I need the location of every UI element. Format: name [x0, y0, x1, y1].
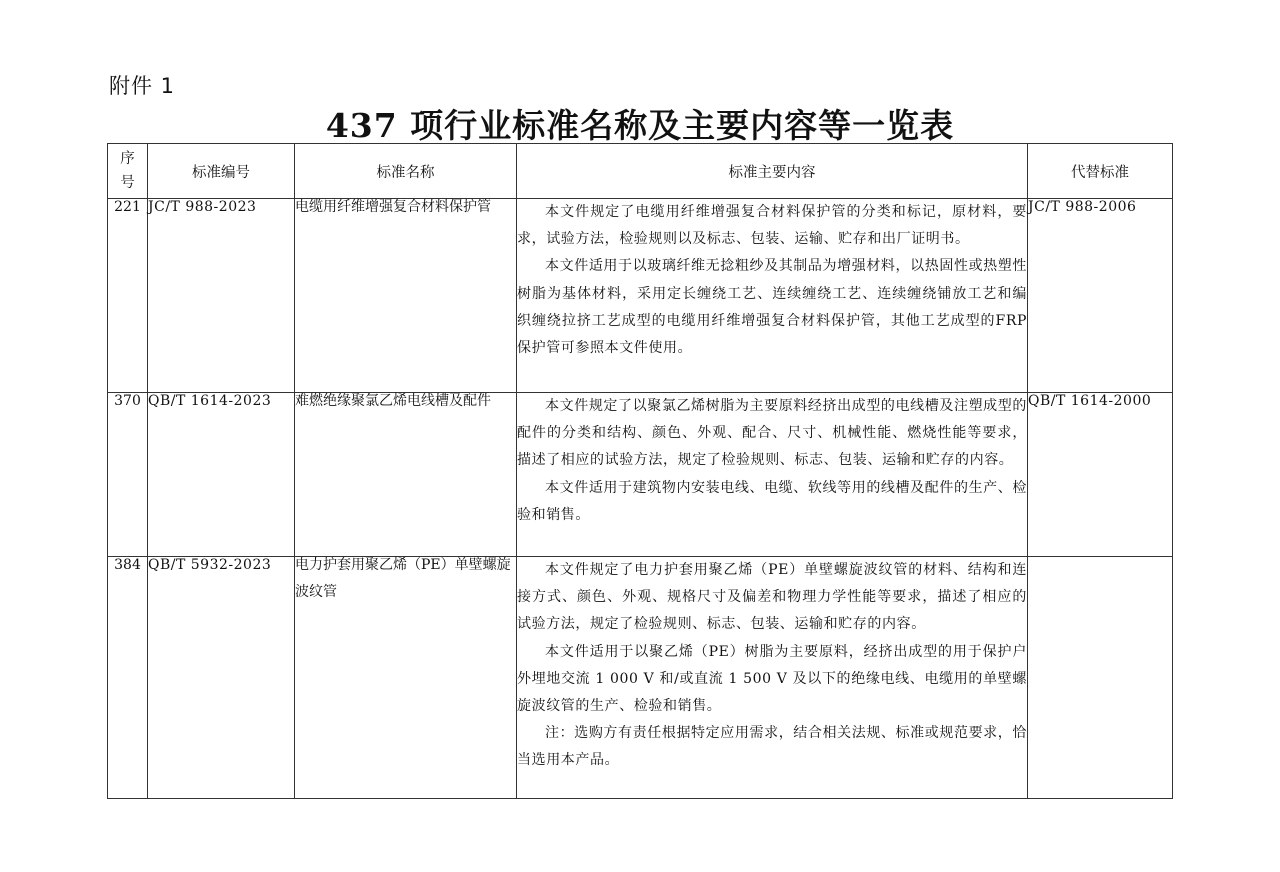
row-content [517, 199, 1028, 393]
row-name [295, 557, 517, 799]
row-replaces: QB/T 1614-2000 [1028, 393, 1173, 557]
row-seq: 221 [108, 199, 148, 393]
header-seq-line1: 序 [120, 151, 135, 167]
standards-table [107, 143, 1173, 799]
content-paragraph: 本文件适用于以玻璃纤维无捻粗纱及其制品为增强材料，以热固性或热塑性树脂为基体材料，采用定长缠绕工艺、连续缠绕工艺、连续缠绕铺放工艺和编织缠绕拉挤工艺成型的电缆用纤维增强复合材料保护管，其他工艺成型的FRP保护管可参照本文件使用。 [517, 258, 1027, 357]
row-seq: 370 [108, 393, 148, 557]
row-name-text: 电缆用纤维增强复合材料保护管 [295, 199, 491, 215]
row-replaces [1028, 557, 1173, 799]
row-code: JC/T 988-2023 [148, 199, 295, 393]
content-paragraph: 注：选购方有责任根据特定应用需求，结合相关法规、标准或规范要求，恰当选用本产品。 [517, 725, 1027, 769]
content-paragraph: 本文件适用于以聚乙烯（PE）树脂为主要原料，经挤出成型的用于保护户外埋地交流 1 000 V 和/或直流 1 500 V 及以下的绝缘电线、电缆用的单壁螺旋波纹管的生产、检验和销售。 [517, 643, 1027, 715]
content-paragraph: 本文件规定了以聚氯乙烯树脂为主要原料经挤出成型的电线槽及注塑成型的配件的分类和结构、颜色、外观、配合、尺寸、机械性能、燃烧性能等要求，描述了相应的试验方法，规定了检验规则、标志、包装、运输和贮存的内容。 [517, 398, 1027, 469]
table-row [108, 393, 1173, 557]
content-paragraph: 本文件适用于建筑物内安装电线、电缆、软线等用的线槽及配件的生产、检验和销售。 [517, 479, 1027, 523]
content-paragraph: 本文件规定了电缆用纤维增强复合材料保护管的分类和标记，原材料，要求，试验方法，检验规则以及标志、包装、运输、贮存和出厂证明书。 [517, 204, 1027, 248]
table-row [108, 199, 1173, 393]
row-name [295, 199, 517, 393]
row-replaces: JC/T 988-2006 [1028, 199, 1173, 393]
row-seq: 384 [108, 557, 148, 799]
content-paragraph: 本文件规定了电力护套用聚乙烯（PE）单壁螺旋波纹管的材料、结构和连接方式、颜色、外观、规格尺寸及偏差和物理力学性能等要求，描述了相应的试验方法，规定了检验规则、标志、包装、运输和贮存的内容。 [517, 562, 1027, 633]
table-row [108, 557, 1173, 799]
row-content [517, 557, 1028, 799]
row-code: QB/T 1614-2023 [148, 393, 295, 557]
row-name-text: 电力护套用聚乙烯（PE）单壁螺旋波纹管 [295, 557, 511, 600]
header-code: 标准编号 [148, 144, 295, 199]
header-name: 标准名称 [295, 144, 517, 199]
row-name-text: 难燃绝缘聚氯乙烯电线槽及配件 [295, 393, 491, 409]
row-code: QB/T 5932-2023 [148, 557, 295, 799]
header-content: 标准主要内容 [517, 144, 1028, 199]
row-content [517, 393, 1028, 557]
table-header-row [108, 144, 1173, 199]
header-replaces: 代替标准 [1028, 144, 1173, 199]
header-seq-line2: 号 [120, 175, 135, 191]
row-name [295, 393, 517, 557]
header-seq [108, 144, 148, 199]
attachment-label: 附件 1 [109, 74, 176, 98]
page-title: 437 项行业标准名称及主要内容等一览表 [325, 106, 955, 145]
